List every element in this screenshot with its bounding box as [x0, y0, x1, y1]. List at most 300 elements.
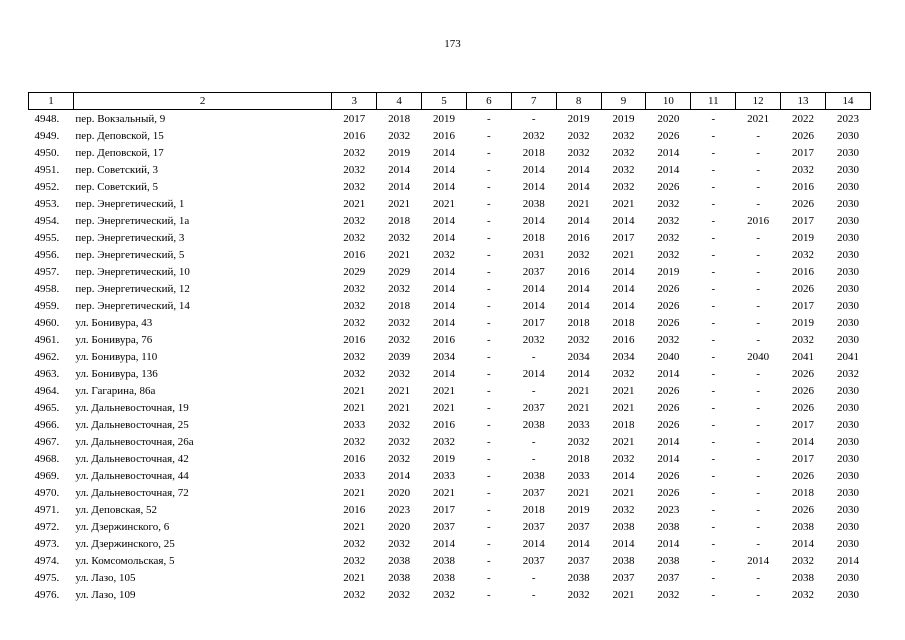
data-table — [28, 92, 871, 603]
year-cell: - — [756, 367, 760, 380]
year-cell: 2037 — [612, 571, 635, 584]
year-cell: 2033 — [343, 418, 366, 431]
year-cell: 2032 — [522, 129, 545, 142]
year-cell: 2037 — [522, 520, 545, 533]
row-number: 4955. — [34, 231, 60, 244]
column-header: 11 — [691, 93, 736, 110]
year-cell: 2032 — [657, 197, 680, 210]
column-header: 7 — [511, 93, 556, 110]
year-cell: 2037 — [522, 486, 545, 499]
year-cell: 2032 — [433, 588, 456, 601]
page-number: 173 — [444, 38, 461, 50]
year-cell: 2026 — [657, 129, 680, 142]
year-cell: 2026 — [792, 367, 815, 380]
year-cell: 2023 — [388, 503, 411, 516]
year-cell: 2014 — [522, 180, 545, 193]
year-cell: 2014 — [657, 537, 680, 550]
year-cell: - — [756, 231, 760, 244]
year-cell: - — [756, 248, 760, 261]
year-cell: 2021 — [388, 248, 411, 261]
year-cell: 2026 — [657, 418, 680, 431]
address-cell: ул. Дальневосточная, 19 — [75, 401, 189, 414]
row-number: 4952. — [34, 180, 60, 193]
year-cell: - — [487, 265, 491, 278]
year-cell: 2037 — [522, 401, 545, 414]
year-cell: 2030 — [836, 452, 859, 465]
row-number: 4958. — [34, 282, 60, 295]
year-cell: - — [487, 316, 491, 329]
row-number: 4965. — [34, 401, 60, 414]
year-cell: 2026 — [657, 384, 680, 397]
table-row — [29, 178, 871, 195]
year-cell: - — [711, 163, 716, 176]
year-cell: 2018 — [612, 418, 635, 431]
year-cell: 2032 — [343, 299, 366, 312]
year-cell: 2032 — [657, 248, 680, 261]
year-cell: 2016 — [343, 452, 366, 465]
year-cell: 2022 — [792, 112, 815, 125]
year-cell: - — [487, 367, 491, 380]
year-cell: 2030 — [836, 384, 859, 397]
year-cell: - — [711, 503, 716, 516]
table-row — [29, 501, 871, 518]
year-cell: 2038 — [612, 520, 635, 533]
year-cell: 2019 — [567, 503, 590, 516]
year-cell: 2014 — [836, 554, 859, 567]
year-cell: - — [711, 435, 716, 448]
year-cell: 2021 — [567, 197, 590, 210]
year-cell: 2032 — [612, 503, 635, 516]
year-cell: - — [531, 112, 536, 125]
year-cell: 2021 — [612, 384, 635, 397]
year-cell: - — [711, 316, 716, 329]
year-cell: - — [487, 520, 491, 533]
year-cell: - — [487, 571, 491, 584]
year-cell: 2016 — [343, 503, 366, 516]
year-cell: 2014 — [612, 214, 635, 227]
year-cell: 2017 — [522, 316, 545, 329]
year-cell: - — [756, 520, 760, 533]
year-cell: 2016 — [343, 248, 366, 261]
year-cell: 2014 — [792, 435, 815, 448]
year-cell: - — [487, 554, 491, 567]
year-cell: 2021 — [612, 486, 635, 499]
year-cell: - — [487, 503, 491, 516]
year-cell: 2021 — [433, 486, 456, 499]
year-cell: 2039 — [388, 350, 411, 363]
year-cell: 2016 — [433, 418, 456, 431]
year-cell: 2030 — [836, 231, 859, 244]
year-cell: 2014 — [612, 469, 635, 482]
year-cell: 2026 — [792, 384, 815, 397]
year-cell: 2014 — [433, 537, 456, 550]
year-cell: 2014 — [567, 282, 590, 295]
year-cell: 2017 — [433, 503, 456, 516]
year-cell: 2032 — [343, 350, 366, 363]
year-cell: 2032 — [522, 333, 545, 346]
year-cell: 2014 — [657, 146, 680, 159]
address-cell: пер. Советский, 3 — [75, 163, 158, 176]
address-cell: ул. Комсомольская, 5 — [75, 554, 175, 567]
year-cell: - — [487, 163, 491, 176]
year-cell: 2014 — [388, 180, 411, 193]
row-number: 4973. — [34, 537, 60, 550]
year-cell: 2032 — [388, 588, 411, 601]
row-number: 4950. — [34, 146, 60, 159]
year-cell: 2032 — [657, 588, 680, 601]
year-cell: - — [711, 282, 716, 295]
year-cell: 2033 — [567, 469, 590, 482]
year-cell: - — [711, 214, 716, 227]
year-cell: - — [711, 231, 716, 244]
address-cell: ул. Бонивура, 76 — [75, 333, 153, 346]
address-cell: ул. Бонивура, 136 — [75, 367, 158, 380]
year-cell: - — [531, 384, 536, 397]
year-cell: 2019 — [433, 452, 456, 465]
year-cell: - — [756, 146, 760, 159]
year-cell: 2018 — [522, 146, 545, 159]
year-cell: 2029 — [388, 265, 411, 278]
year-cell: 2017 — [792, 418, 815, 431]
year-cell: 2019 — [612, 112, 635, 125]
year-cell: - — [487, 588, 491, 601]
year-cell: 2014 — [522, 367, 545, 380]
year-cell: 2016 — [792, 180, 815, 193]
year-cell: 2034 — [567, 350, 590, 363]
table-row — [29, 365, 871, 382]
year-cell: 2032 — [343, 588, 366, 601]
year-cell: - — [756, 435, 760, 448]
year-cell: 2032 — [343, 435, 366, 448]
year-cell: - — [756, 537, 760, 550]
year-cell: 2030 — [836, 214, 859, 227]
year-cell: - — [711, 367, 716, 380]
row-number: 4961. — [34, 333, 60, 346]
year-cell: 2021 — [433, 401, 456, 414]
year-cell: 2018 — [612, 316, 635, 329]
year-cell: - — [756, 384, 760, 397]
year-cell: 2033 — [567, 418, 590, 431]
table-row — [29, 280, 871, 297]
year-cell: 2032 — [388, 333, 411, 346]
year-cell: 2014 — [433, 265, 456, 278]
row-number: 4949. — [34, 129, 60, 142]
year-cell: 2032 — [388, 316, 411, 329]
table-row — [29, 144, 871, 161]
year-cell: 2030 — [836, 435, 859, 448]
table-row — [29, 552, 871, 569]
year-cell: 2026 — [657, 299, 680, 312]
table-row — [29, 331, 871, 348]
year-cell: 2021 — [567, 486, 590, 499]
year-cell: - — [711, 197, 716, 210]
year-cell: 2014 — [657, 435, 680, 448]
year-cell: 2032 — [567, 333, 590, 346]
year-cell: 2030 — [836, 333, 859, 346]
year-cell: - — [756, 197, 760, 210]
year-cell: 2032 — [612, 129, 635, 142]
year-cell: 2019 — [433, 112, 456, 125]
year-cell: - — [711, 469, 716, 482]
year-cell: 2014 — [433, 163, 456, 176]
row-number: 4963. — [34, 367, 60, 380]
table-header-row — [29, 93, 871, 110]
year-cell: 2038 — [522, 418, 545, 431]
year-cell: 2032 — [792, 163, 815, 176]
year-cell: - — [487, 129, 491, 142]
year-cell: 2032 — [567, 146, 590, 159]
year-cell: 2032 — [388, 231, 411, 244]
year-cell: 2021 — [612, 435, 635, 448]
table-row — [29, 382, 871, 399]
year-cell: 2032 — [343, 163, 366, 176]
year-cell: - — [756, 469, 760, 482]
year-cell: 2032 — [343, 180, 366, 193]
year-cell: 2026 — [657, 469, 680, 482]
year-cell: 2018 — [522, 231, 545, 244]
year-cell: - — [756, 571, 760, 584]
year-cell: 2014 — [433, 316, 456, 329]
row-number: 4970. — [34, 486, 60, 499]
address-cell: ул. Дальневосточная, 25 — [75, 418, 189, 431]
year-cell: 2019 — [567, 112, 590, 125]
year-cell: 2021 — [612, 588, 635, 601]
year-cell: - — [711, 401, 716, 414]
address-cell: пер. Энергетический, 3 — [75, 231, 185, 244]
year-cell: 2038 — [522, 469, 545, 482]
year-cell: 2032 — [612, 452, 635, 465]
year-cell: - — [487, 537, 491, 550]
year-cell: 2032 — [792, 248, 815, 261]
year-cell: 2021 — [343, 520, 366, 533]
year-cell: - — [711, 537, 716, 550]
year-cell: 2030 — [836, 299, 859, 312]
year-cell: 2020 — [388, 486, 411, 499]
year-cell: 2026 — [792, 197, 815, 210]
year-cell: 2038 — [792, 520, 815, 533]
year-cell: 2030 — [836, 146, 859, 159]
year-cell: 2032 — [343, 316, 366, 329]
row-number: 4974. — [34, 554, 60, 567]
year-cell: 2014 — [792, 537, 815, 550]
year-cell: 2016 — [612, 333, 635, 346]
year-cell: 2016 — [792, 265, 815, 278]
year-cell: 2030 — [836, 486, 859, 499]
table-row — [29, 518, 871, 535]
year-cell: 2014 — [747, 554, 770, 567]
column-header: 4 — [377, 93, 422, 110]
row-number: 4962. — [34, 350, 60, 363]
year-cell: - — [487, 197, 491, 210]
row-number: 4966. — [34, 418, 60, 431]
year-cell: 2038 — [388, 554, 411, 567]
year-cell: 2021 — [343, 571, 366, 584]
year-cell: 2019 — [792, 316, 815, 329]
row-number: 4969. — [34, 469, 60, 482]
year-cell: 2032 — [657, 214, 680, 227]
year-cell: 2020 — [657, 112, 680, 125]
year-cell: - — [756, 401, 760, 414]
column-header: 6 — [466, 93, 511, 110]
year-cell: 2014 — [522, 163, 545, 176]
year-cell: - — [711, 384, 716, 397]
year-cell: 2014 — [657, 452, 680, 465]
address-cell: ул. Дальневосточная, 72 — [75, 486, 189, 499]
year-cell: 2031 — [522, 248, 545, 261]
year-cell: 2032 — [343, 282, 366, 295]
year-cell: 2037 — [522, 265, 545, 278]
year-cell: 2021 — [388, 384, 411, 397]
address-cell: ул. Бонивура, 110 — [75, 350, 158, 363]
year-cell: 2021 — [343, 384, 366, 397]
table-row — [29, 110, 871, 128]
year-cell: 2032 — [612, 163, 635, 176]
year-cell: 2032 — [433, 248, 456, 261]
year-cell: - — [487, 333, 491, 346]
year-cell: 2037 — [433, 520, 456, 533]
row-number: 4954. — [34, 214, 60, 227]
row-number: 4948. — [34, 112, 60, 125]
row-number: 4967. — [34, 435, 60, 448]
year-cell: 2030 — [836, 401, 859, 414]
year-cell: - — [711, 299, 716, 312]
year-cell: - — [531, 435, 536, 448]
year-cell: - — [487, 248, 491, 261]
year-cell: 2037 — [657, 571, 680, 584]
year-cell: 2038 — [657, 554, 680, 567]
year-cell: 2032 — [657, 231, 680, 244]
address-cell: ул. Дзержинского, 6 — [75, 520, 170, 533]
year-cell: - — [487, 180, 491, 193]
year-cell: 2032 — [388, 452, 411, 465]
year-cell: 2032 — [567, 129, 590, 142]
table-row — [29, 586, 871, 603]
year-cell: 2032 — [836, 367, 859, 380]
year-cell: - — [711, 452, 716, 465]
year-cell: 2014 — [657, 367, 680, 380]
table-row — [29, 433, 871, 450]
address-cell: пер. Деповской, 17 — [75, 146, 164, 159]
row-number: 4957. — [34, 265, 60, 278]
year-cell: 2014 — [567, 180, 590, 193]
address-cell: пер. Энергетический, 5 — [75, 248, 185, 261]
year-cell: 2032 — [388, 435, 411, 448]
row-number: 4964. — [34, 384, 60, 397]
year-cell: - — [531, 452, 536, 465]
year-cell: 2038 — [567, 571, 590, 584]
year-cell: 2014 — [433, 299, 456, 312]
year-cell: 2032 — [388, 537, 411, 550]
year-cell: 2032 — [343, 231, 366, 244]
year-cell: - — [711, 248, 716, 261]
row-number: 4972. — [34, 520, 60, 533]
year-cell: 2021 — [343, 401, 366, 414]
year-cell: 2038 — [522, 197, 545, 210]
year-cell: - — [756, 180, 760, 193]
year-cell: 2032 — [343, 146, 366, 159]
year-cell: 2014 — [522, 537, 545, 550]
year-cell: 2030 — [836, 503, 859, 516]
year-cell: 2032 — [388, 282, 411, 295]
year-cell: 2021 — [612, 248, 635, 261]
year-cell: 2026 — [657, 282, 680, 295]
address-cell: пер. Энергетический, 14 — [75, 299, 190, 312]
year-cell: 2014 — [522, 299, 545, 312]
year-cell: - — [487, 299, 491, 312]
address-cell: пер. Энергетический, 10 — [75, 265, 190, 278]
column-header: 8 — [556, 93, 601, 110]
year-cell: - — [756, 299, 760, 312]
table-row — [29, 535, 871, 552]
year-cell: - — [487, 350, 491, 363]
year-cell: 2019 — [388, 146, 411, 159]
year-cell: - — [756, 588, 760, 601]
year-cell: 2021 — [567, 384, 590, 397]
year-cell: 2026 — [657, 486, 680, 499]
year-cell: - — [487, 452, 491, 465]
year-cell: 2018 — [522, 503, 545, 516]
year-cell: 2023 — [657, 503, 680, 516]
year-cell: 2030 — [836, 180, 859, 193]
year-cell: 2021 — [612, 197, 635, 210]
year-cell: - — [531, 588, 536, 601]
year-cell: - — [711, 265, 716, 278]
column-header: 1 — [29, 93, 74, 110]
year-cell: 2032 — [792, 588, 815, 601]
year-cell: 2014 — [388, 163, 411, 176]
address-cell: пер. Деповской, 15 — [75, 129, 164, 142]
year-cell: - — [711, 112, 716, 125]
year-cell: - — [487, 231, 491, 244]
year-cell: 2026 — [657, 316, 680, 329]
year-cell: 2032 — [567, 435, 590, 448]
address-cell: ул. Дзержинского, 25 — [75, 537, 175, 550]
year-cell: - — [487, 214, 491, 227]
year-cell: 2034 — [433, 350, 456, 363]
year-cell: - — [711, 418, 716, 431]
column-header: 9 — [601, 93, 646, 110]
year-cell: - — [711, 520, 716, 533]
year-cell: 2026 — [657, 180, 680, 193]
year-cell: - — [756, 486, 760, 499]
year-cell: 2032 — [612, 367, 635, 380]
year-cell: 2032 — [343, 367, 366, 380]
year-cell: 2038 — [388, 571, 411, 584]
year-cell: 2014 — [522, 214, 545, 227]
year-cell: 2038 — [433, 554, 456, 567]
table-row — [29, 263, 871, 280]
table-row — [29, 569, 871, 586]
table-body — [29, 110, 871, 604]
year-cell: - — [756, 265, 760, 278]
year-cell: 2018 — [388, 112, 411, 125]
year-cell: - — [711, 588, 716, 601]
year-cell: 2020 — [388, 520, 411, 533]
table-row — [29, 229, 871, 246]
year-cell: 2030 — [836, 265, 859, 278]
address-cell: пер. Энергетический, 12 — [75, 282, 190, 295]
year-cell: 2014 — [433, 180, 456, 193]
column-header: 2 — [73, 93, 331, 110]
year-cell: 2014 — [433, 214, 456, 227]
year-cell: 2029 — [343, 265, 366, 278]
year-cell: 2030 — [836, 316, 859, 329]
year-cell: - — [711, 180, 716, 193]
year-cell: 2018 — [567, 452, 590, 465]
address-cell: пер. Энергетический, 1 — [75, 197, 185, 210]
year-cell: 2014 — [433, 367, 456, 380]
address-cell: ул. Лазо, 105 — [75, 571, 136, 584]
